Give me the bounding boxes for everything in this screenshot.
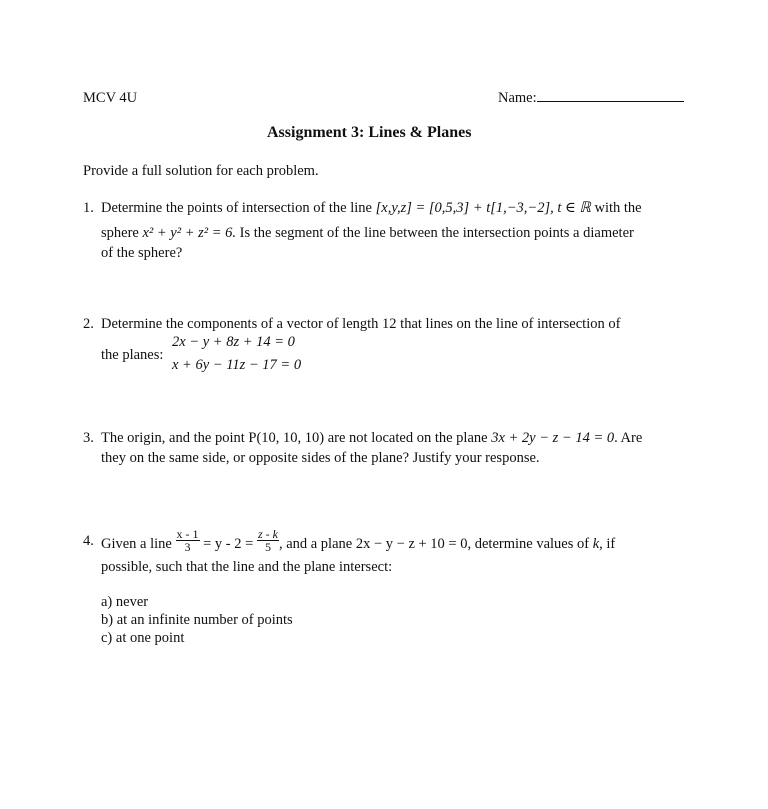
option-label: c) [101, 630, 113, 646]
option-label: b) [101, 612, 114, 628]
option-text: at an infinite number of points [116, 612, 293, 628]
problem-1-line-3: of the sphere? [101, 245, 183, 261]
problem-number: 3. [83, 430, 94, 446]
option-text: at one point [115, 630, 185, 646]
problem-text: The origin, and the point P(10, 10, 10) are not located on the plane [101, 430, 488, 446]
line-equation: [x,y,z] = [0,5,3] + t[1,−3,−2], t ∈ ℝ [375, 200, 591, 216]
course-code: MCV 4U [83, 90, 138, 106]
problem-text: , and a plane 2x − y − z + 10 = 0, determine values of [278, 535, 590, 552]
problem-1-line-1 [101, 199, 642, 217]
problem-number: 2. [83, 316, 94, 332]
problem-3-line-2: they on the same side, or opposite sides of the plane? Justify your response. [101, 450, 540, 466]
plane-equation: 3x + 2y − z − 14 = 0 [491, 430, 615, 446]
instructions: Provide a full solution for each problem. [83, 163, 319, 179]
option-a [101, 593, 148, 611]
sphere-equation: x² + y² + z² = 6. [142, 225, 237, 241]
plane-1-equation: 2x − y + 8z + 14 = 0 [172, 334, 295, 350]
option-label: a) [101, 594, 113, 610]
problem-text: , if [599, 535, 616, 552]
variable-k: k [592, 535, 600, 552]
name-blank-line[interactable] [537, 101, 684, 102]
fraction-z: $\frac{z - k}{5}$ [257, 527, 278, 554]
option-b [101, 611, 293, 629]
plane-2-equation: x + 6y − 11z − 17 = 0 [172, 357, 302, 373]
option-text: never [115, 594, 149, 610]
problem-4-line-1 [101, 527, 616, 557]
problem-text: = y - 2 = [203, 535, 254, 552]
problem-number: 4. [83, 533, 94, 549]
problem-text: Is the segment of the line between the intersection points a diameter [239, 225, 634, 241]
problem-1-line-2 [101, 224, 634, 242]
problem-text: Determine the points of intersection of the line [101, 200, 372, 216]
problem-4-line-2: possible, such that the line and the plane intersect: [101, 559, 393, 575]
problem-2-line-1: Determine the components of a vector of length 12 that lines on the line of intersection of [101, 316, 621, 332]
problem-text: . Are [614, 430, 643, 446]
problem-text: sphere [101, 225, 139, 241]
problem-text: Given a line [101, 535, 172, 552]
problem-number: 1. [83, 200, 94, 216]
option-c [101, 629, 184, 647]
name-label: Name: [498, 90, 537, 106]
problem-text: with the [594, 200, 642, 216]
fraction-x: $\frac{x - 1}{3}$ [176, 527, 199, 554]
planes-label: the planes: [101, 347, 164, 363]
problem-3-line-1 [101, 429, 642, 447]
assignment-title: Assignment 3: Lines & Planes [267, 124, 472, 141]
